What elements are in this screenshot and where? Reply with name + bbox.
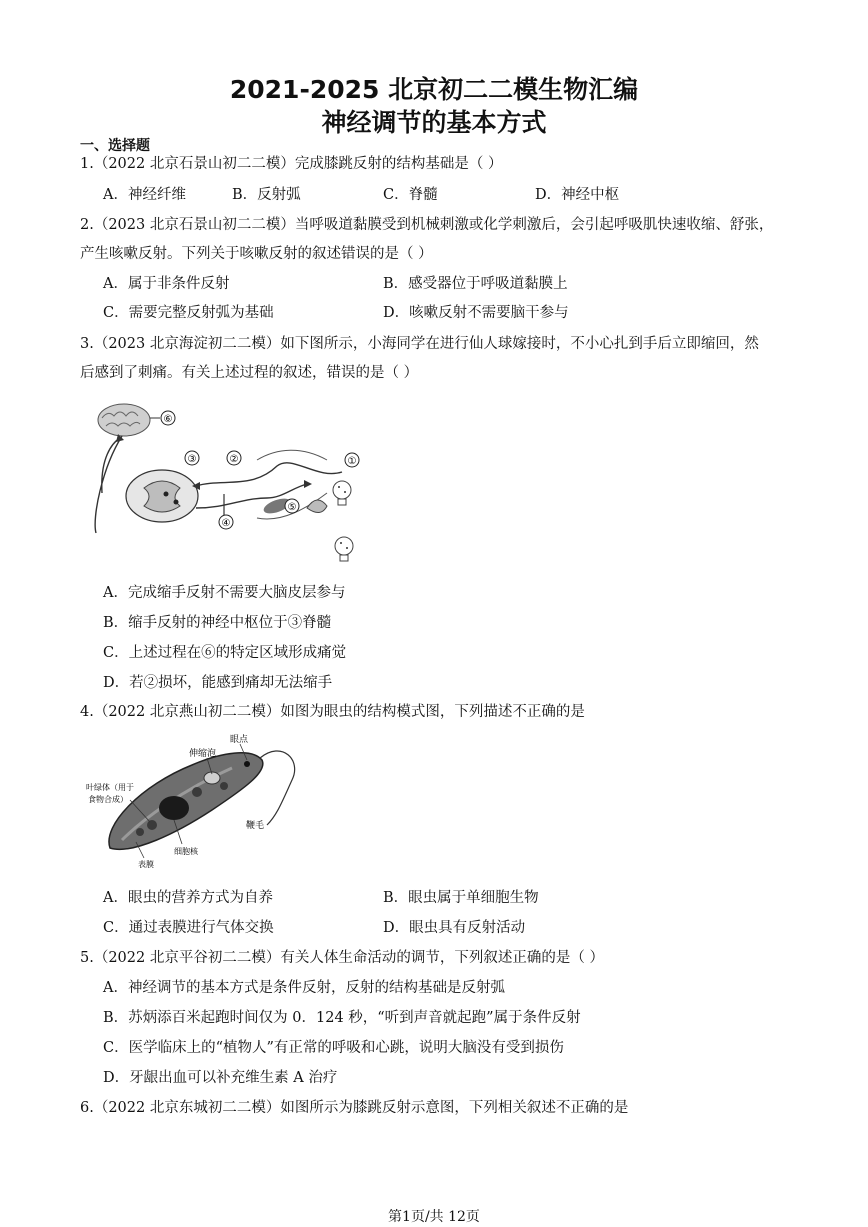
q3-stem-line2: 后感到了刺痛。有关上述过程的叙述，错误的是（ ）: [80, 365, 419, 381]
q4-option-d: D．眼虫具有反射活动: [383, 920, 526, 936]
label-1: ①: [347, 456, 357, 467]
euglena-illustration: [109, 751, 295, 849]
q1-option-d: D．神经中枢: [535, 187, 620, 203]
q3-option-b: B．缩手反射的神经中枢位于③脊髓: [103, 615, 332, 631]
label-6: ⑥: [163, 414, 173, 425]
label-flagellum: 鞭毛: [246, 821, 265, 831]
q3-option-c: C．上述过程在⑥的特定区域形成痛觉: [103, 645, 347, 661]
document-title: 2021-2025 北京初二二模生物汇编: [229, 75, 639, 104]
label-2: ②: [229, 454, 239, 465]
brain-illustration: [98, 404, 160, 436]
q6-stem: 6.（2022 北京东城初二二模）如图所示为膝跳反射示意图，下列相关叙述不正确的是: [80, 1100, 629, 1116]
q1-option-b: B．反射弧: [232, 187, 301, 203]
euglena-figure: [82, 730, 322, 870]
q2-option-a: A．属于非条件反射: [103, 276, 230, 292]
label-3: ③: [187, 454, 197, 465]
q2-stem-line1: 2.（2023 北京石景山初二二模）当呼吸道黏膜受到机械刺激或化学刺激后，会引起呼吸肌快速收缩、舒张，: [80, 217, 774, 233]
label-eyespot: 眼点: [230, 735, 249, 745]
q1-option-c: C．脊髓: [383, 187, 438, 203]
q5-stem: 5.（2022 北京平谷初二二模）有关人体生命活动的调节，下列叙述正确的是（ ）: [80, 950, 604, 966]
cactus-icon: [333, 481, 353, 561]
document-subtitle: 神经调节的基本方式: [321, 108, 547, 137]
q3-stem-line1: 3.（2023 北京海淀初二二模）如下图所示，小海同学在进行仙人球嫁接时，不小心扎到手后立即缩回，然: [80, 336, 759, 352]
q5-option-c: C．医学临床上的“植物人”有正常的呼吸和心跳，说明大脑没有受到损伤: [103, 1040, 564, 1056]
q1-stem: 1.（2022 北京石景山初二二模）完成膝跳反射的结构基础是（ ）: [80, 156, 503, 172]
q4-option-a: A．眼虫的营养方式为自养: [103, 890, 273, 906]
label-membrane: 表膜: [138, 860, 154, 869]
label-4: ④: [221, 518, 231, 529]
q5-option-d: D．牙龈出血可以补充维生素 A 治疗: [103, 1070, 338, 1086]
q4-stem: 4.（2022 北京燕山初二二模）如图为眼虫的结构模式图，下列描述不正确的是: [80, 704, 585, 720]
label-vacuole: 伸缩泡: [189, 749, 217, 759]
q2-option-b: B．感受器位于呼吸道黏膜上: [383, 276, 568, 292]
section-heading: 一、选择题: [80, 138, 150, 154]
label-nucleus: 细胞核: [174, 847, 198, 856]
q4-option-c: C．通过表膜进行气体交换: [103, 920, 274, 936]
label-chloroplast-1: 叶绿体（用于: [86, 783, 134, 792]
q2-option-d: D．咳嗽反射不需要脑干参与: [383, 305, 569, 321]
q1-option-a: A．神经纤维: [103, 187, 186, 203]
q5-option-b: B．苏炳添百米起跑时间仅为 0．124 秒，“听到声音就起跑”属于条件反射: [103, 1010, 581, 1026]
q5-option-a: A．神经调节的基本方式是条件反射，反射的结构基础是反射弧: [103, 980, 505, 996]
q3-option-d: D．若②损坏，能感到痛却无法缩手: [103, 675, 333, 691]
spinal-cord-illustration: [126, 470, 198, 522]
label-5: ⑤: [287, 502, 297, 513]
q4-option-b: B．眼虫属于单细胞生物: [383, 890, 539, 906]
q3-option-a: A．完成缩手反射不需要大脑皮层参与: [103, 585, 346, 601]
q2-stem-line2: 产生咳嗽反射。下列关于咳嗽反射的叙述错误的是（ ）: [80, 246, 433, 262]
reflex-arc-figure: [92, 398, 367, 568]
page-footer: 第1页/共 12页: [388, 1209, 480, 1225]
label-chloroplast-2: 食物合成）: [88, 795, 128, 804]
q2-option-c: C．需要完整反射弧为基础: [103, 305, 274, 321]
